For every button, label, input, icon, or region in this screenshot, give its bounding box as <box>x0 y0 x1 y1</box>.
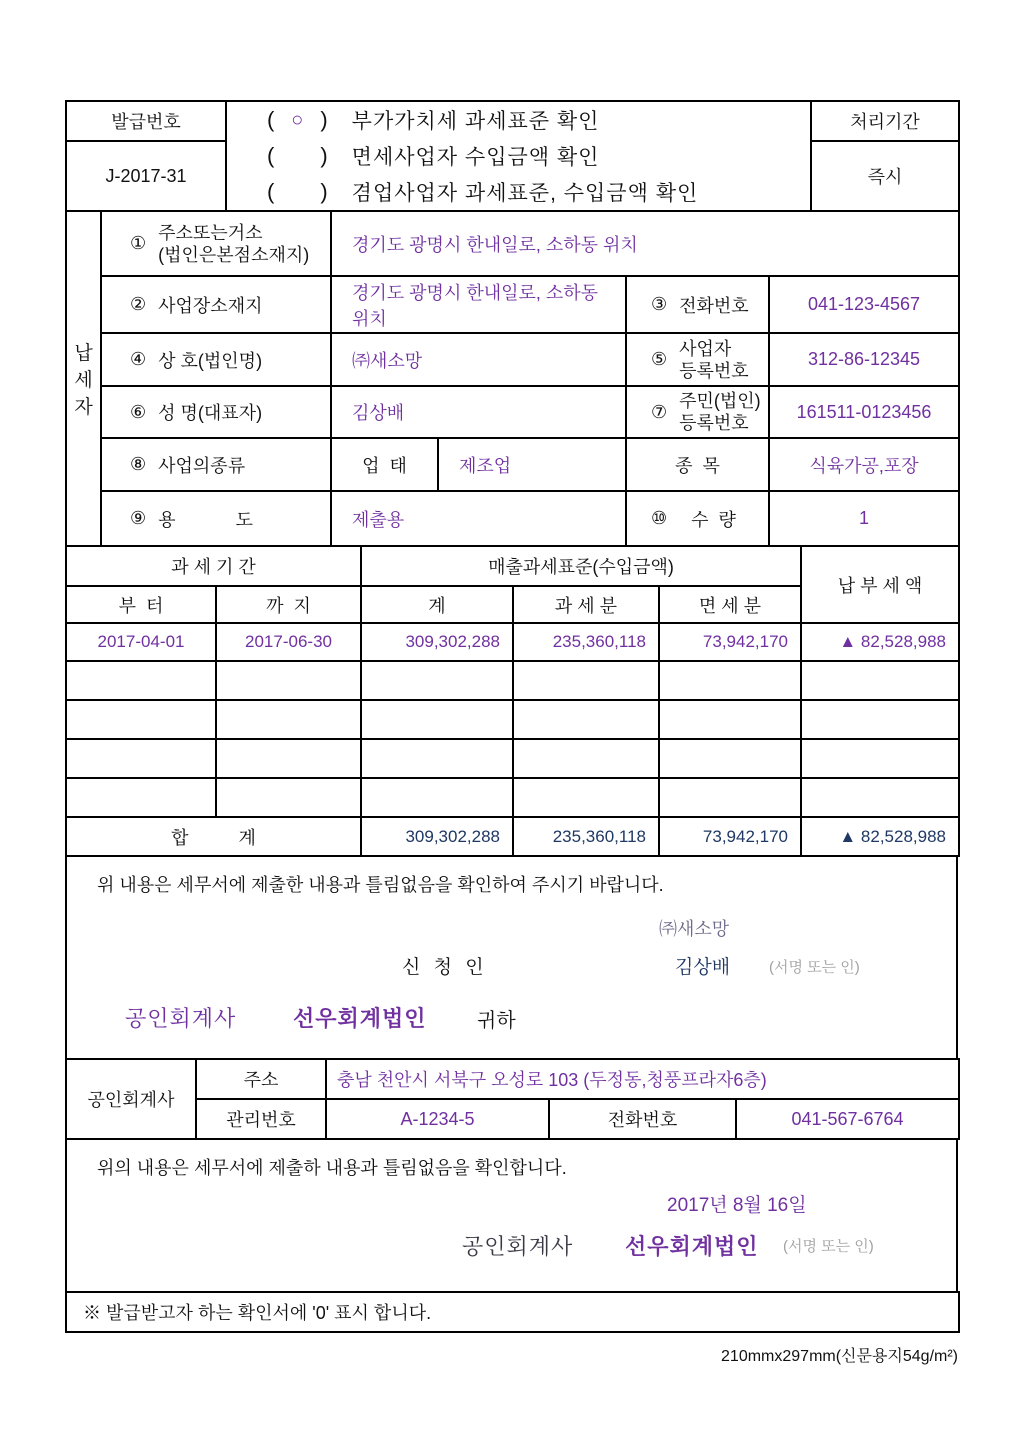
empty-cell <box>361 778 513 817</box>
cpa-mgmt-no-label-cell <box>196 1099 326 1139</box>
ceo-name-label-cell <box>101 386 331 438</box>
empty-cell <box>66 778 216 817</box>
address-value: 경기도 광명시 한내일로, 소하동 위치 <box>352 234 638 255</box>
biz-address-value-cell <box>331 276 626 333</box>
biz-reg-value: 312-86-12345 <box>807 349 921 369</box>
quantity-value-cell <box>769 491 959 546</box>
empty-cell <box>659 778 801 817</box>
empty-cell <box>216 778 361 817</box>
exempt-amount: 73,942,170 <box>702 632 788 651</box>
taxable-sum-cell <box>513 817 659 856</box>
company-name-value: ㈜새소망 <box>352 350 423 371</box>
side-label-char: 세 <box>74 370 93 391</box>
resident-reg-value: 161511-0123456 <box>796 401 932 422</box>
period-to: 2017-06-30 <box>245 632 332 651</box>
issue-number-label: 발급번호 <box>111 112 181 132</box>
empty-cell <box>216 661 361 700</box>
biz-item-label-cell <box>626 438 769 491</box>
footnote-section <box>65 1291 960 1333</box>
paren-open: ( <box>267 179 275 204</box>
taxable-amount: 235,360,118 <box>552 632 646 651</box>
biz-category-value-cell <box>438 438 626 491</box>
applicant-name: 김상배 <box>675 957 731 978</box>
phone-value-cell <box>769 276 959 333</box>
exempt-sum: 73,942,170 <box>702 826 788 846</box>
address-label-line1: 주소또는거소 <box>158 222 263 243</box>
total-sum: 309,302,288 <box>405 826 500 846</box>
empty-cell <box>216 739 361 778</box>
issue-number-value-cell <box>66 141 226 211</box>
circled-number: ⑧ <box>130 454 147 474</box>
tax-amount-table <box>65 545 960 857</box>
cpa-firm-name: 선우회계법인 <box>293 1006 427 1031</box>
biz-item-label: 종 목 <box>675 455 720 476</box>
company-signature-name: ㈜새소망 <box>659 919 730 939</box>
company-name-value-cell <box>331 333 626 386</box>
usage-value: 제출용 <box>352 509 405 530</box>
empty-cell <box>659 739 801 778</box>
paren-open: ( <box>267 143 275 168</box>
phone-value: 041-123-4567 <box>807 294 921 314</box>
resident-reg-value-cell <box>769 386 959 438</box>
company-name-label: 상 호(법인명) <box>158 350 263 371</box>
empty-cell <box>659 700 801 739</box>
biz-category-label: 업 태 <box>362 455 407 476</box>
confirm-request-statement: 위 내용은 세무서에 제출한 내용과 틀림없음을 확인하여 주시기 바랍니다. <box>97 875 664 895</box>
empty-cell <box>513 661 659 700</box>
sales-header-cell <box>361 546 801 586</box>
cpa-side-label-cell <box>66 1059 196 1139</box>
usage-label: 용 도 <box>158 509 253 530</box>
empty-cell <box>361 739 513 778</box>
tax-confirmation-form <box>65 100 958 1366</box>
empty-row <box>66 661 959 700</box>
payable-header: 납 부 세 액 <box>837 575 923 596</box>
confirmation-date: 2017년 8월 16일 <box>667 1195 807 1216</box>
biz-address-label: 사업장소재지 <box>158 295 263 316</box>
addressee-label: 귀하 <box>477 1010 516 1032</box>
empty-cell <box>513 700 659 739</box>
circled-number: ② <box>130 294 147 314</box>
period-header-cell <box>66 546 361 586</box>
paper-spec: 210mmx297mm(신문용지54g/m²) <box>721 1348 958 1365</box>
empty-cell <box>361 700 513 739</box>
confirm-cpa-section <box>65 1138 958 1293</box>
cpa-info-section <box>65 1058 960 1140</box>
ceo-name-label: 성 명(대표자) <box>158 403 263 423</box>
cpa-address-label-cell <box>196 1059 326 1099</box>
circled-number: ⑩ <box>651 508 668 528</box>
usage-value-cell <box>331 491 626 546</box>
paren-close: ) <box>320 179 328 204</box>
footnote-cell <box>66 1292 959 1332</box>
total-amount: 309,302,288 <box>405 632 500 651</box>
period-header: 과 세 기 간 <box>171 557 256 577</box>
ceo-name-value-cell <box>331 386 626 438</box>
payable-amount: ▲ 82,528,988 <box>839 632 946 651</box>
empty-cell <box>513 778 659 817</box>
total-row-label: 합 계 <box>171 827 256 848</box>
total-row <box>66 817 959 856</box>
circled-number: ① <box>130 233 147 253</box>
form-title-cell <box>226 101 811 211</box>
cpa-title-label: 공인회계사 <box>125 1006 237 1031</box>
phone-label-cell <box>626 276 769 333</box>
period-to-value <box>216 623 361 661</box>
payable-value <box>801 623 959 661</box>
taxable-value <box>513 623 659 661</box>
title-text-vat: 부가가치세 과세표준 확인 <box>351 110 600 133</box>
title-line-dual <box>267 174 810 210</box>
empty-cell <box>659 661 801 700</box>
selection-circle-mark: ○ <box>291 108 304 131</box>
empty-row <box>66 778 959 817</box>
issue-number-label-cell <box>66 101 226 141</box>
payable-header-cell <box>801 546 959 623</box>
table-row <box>66 623 959 661</box>
circled-number: ⑨ <box>130 508 147 528</box>
cpa-address-value: 충남 천안시 서북구 오성로 103 (두정동,청풍프라자6층) <box>337 1070 767 1090</box>
cpa-phone-label-cell <box>549 1099 736 1139</box>
payable-sum: ▲ 82,528,988 <box>839 826 946 846</box>
circled-number: ⑦ <box>651 401 668 422</box>
circled-number: ⑤ <box>651 349 668 369</box>
biz-category-value: 제조업 <box>459 455 512 476</box>
exempt-header: 면 세 분 <box>698 595 762 616</box>
phone-label: 전화번호 <box>679 295 749 316</box>
biz-category-label-cell <box>331 438 438 491</box>
cpa-phone-label: 전화번호 <box>607 1110 678 1130</box>
processing-time-label-cell <box>811 101 959 141</box>
biz-reg-label-line1: 사업자 <box>679 338 732 359</box>
confirm-request-section <box>65 855 958 1060</box>
exempt-sum-cell <box>659 817 801 856</box>
title-line-vat <box>267 102 810 138</box>
cpa-mgmt-no-label: 관리번호 <box>226 1110 296 1130</box>
total-sum-cell <box>361 817 513 856</box>
cpa-mgmt-no-value-cell <box>326 1099 549 1139</box>
taxable-header-cell <box>513 586 659 623</box>
total-header-cell <box>361 586 513 623</box>
company-name-label-cell <box>101 333 331 386</box>
biz-item-value: 식육가공,포장 <box>809 455 919 476</box>
processing-time-value: 즉시 <box>867 167 903 187</box>
usage-label-cell <box>101 491 331 546</box>
biz-address-label-cell <box>101 276 331 333</box>
title-text-dual: 겸업사업자 과세표준, 수입금액 확인 <box>351 182 699 205</box>
processing-time-value-cell <box>811 141 959 211</box>
empty-cell <box>513 739 659 778</box>
resident-reg-label-line2: 등록번호 <box>679 413 749 433</box>
cpa-side-label: 공인회계사 <box>87 1090 175 1110</box>
circled-number: ③ <box>651 294 668 314</box>
cpa-title-label: 공인회계사 <box>462 1234 574 1259</box>
resident-reg-label-line1: 주민(법인) <box>679 391 761 411</box>
biz-type-label: 사업의종류 <box>158 455 246 476</box>
taxable-header: 과 세 분 <box>554 595 618 616</box>
sales-header: 매출과세표준(수입금액) <box>488 557 674 577</box>
total-row-label-cell <box>66 817 361 856</box>
empty-row <box>66 700 959 739</box>
empty-cell <box>801 700 959 739</box>
from-header-cell <box>66 586 216 623</box>
empty-cell <box>66 700 216 739</box>
biz-reg-value-cell <box>769 333 959 386</box>
sign-or-seal-note: (서명 또는 인) <box>769 959 860 976</box>
header-section <box>65 100 960 212</box>
cpa-firm-name: 선우회계법인 <box>625 1234 759 1259</box>
cpa-address-value-cell <box>326 1059 959 1099</box>
resident-reg-label-cell <box>626 386 769 438</box>
cpa-phone-value-cell <box>736 1099 959 1139</box>
to-header-cell <box>216 586 361 623</box>
biz-address-value: 경기도 광명시 한내일로, 소하동 위치 <box>352 282 604 329</box>
payable-sum-cell <box>801 817 959 856</box>
circled-number: ④ <box>130 349 147 369</box>
paren-open: ( <box>267 107 275 132</box>
total-value <box>361 623 513 661</box>
total-header: 계 <box>428 595 446 616</box>
biz-reg-label-line2: 등록번호 <box>679 360 749 381</box>
taxable-sum: 235,360,118 <box>552 826 646 846</box>
sign-or-seal-note: (서명 또는 인) <box>783 1238 874 1255</box>
side-label-char: 납 <box>74 343 93 364</box>
period-from: 2017-04-01 <box>97 632 185 651</box>
biz-item-value-cell <box>769 438 959 491</box>
quantity-value: 1 <box>859 508 870 528</box>
address-label-cell <box>101 211 331 276</box>
address-label-line2: (법인은본점소재지) <box>158 244 310 265</box>
taxpayer-side-label-cell <box>66 211 101 546</box>
ceo-name-value: 김상배 <box>352 403 405 423</box>
empty-cell <box>801 661 959 700</box>
empty-row <box>66 739 959 778</box>
exempt-header-cell <box>659 586 801 623</box>
processing-time-label: 처리기간 <box>850 112 920 132</box>
paren-close: ) <box>320 107 328 132</box>
empty-cell <box>361 661 513 700</box>
quantity-label-cell <box>626 491 769 546</box>
paren-close: ) <box>320 143 328 168</box>
biz-type-label-cell <box>101 438 331 491</box>
period-from-value <box>66 623 216 661</box>
side-label-char: 자 <box>74 397 93 418</box>
taxpayer-section <box>65 210 960 547</box>
address-value-cell <box>331 211 959 276</box>
cpa-mgmt-no-value: A-1234-5 <box>400 1108 475 1129</box>
quantity-label: 수 량 <box>691 509 736 530</box>
biz-reg-label-cell <box>626 333 769 386</box>
issue-number-value: J-2017-31 <box>105 165 187 186</box>
to-header: 까 지 <box>266 595 311 616</box>
title-line-exempt <box>267 138 810 174</box>
empty-cell <box>216 700 361 739</box>
empty-cell <box>66 661 216 700</box>
cpa-address-label: 주소 <box>243 1070 279 1090</box>
empty-cell <box>801 778 959 817</box>
from-header: 부 터 <box>118 595 164 616</box>
applicant-label: 신 청 인 <box>402 957 488 978</box>
footnote-text: ※ 발급받고자 하는 확인서에 '0' 표시 합니다. <box>83 1303 432 1323</box>
confirm-cpa-statement: 위의 내용은 세무서에 제출하 내용과 틀림없음을 확인합니다. <box>97 1158 567 1178</box>
empty-cell <box>801 739 959 778</box>
circled-number: ⑥ <box>130 401 147 422</box>
empty-cell <box>66 739 216 778</box>
exempt-value <box>659 623 801 661</box>
cpa-phone-value: 041-567-6764 <box>791 1108 904 1129</box>
title-text-exempt: 면세사업자 수입금액 확인 <box>351 146 600 169</box>
